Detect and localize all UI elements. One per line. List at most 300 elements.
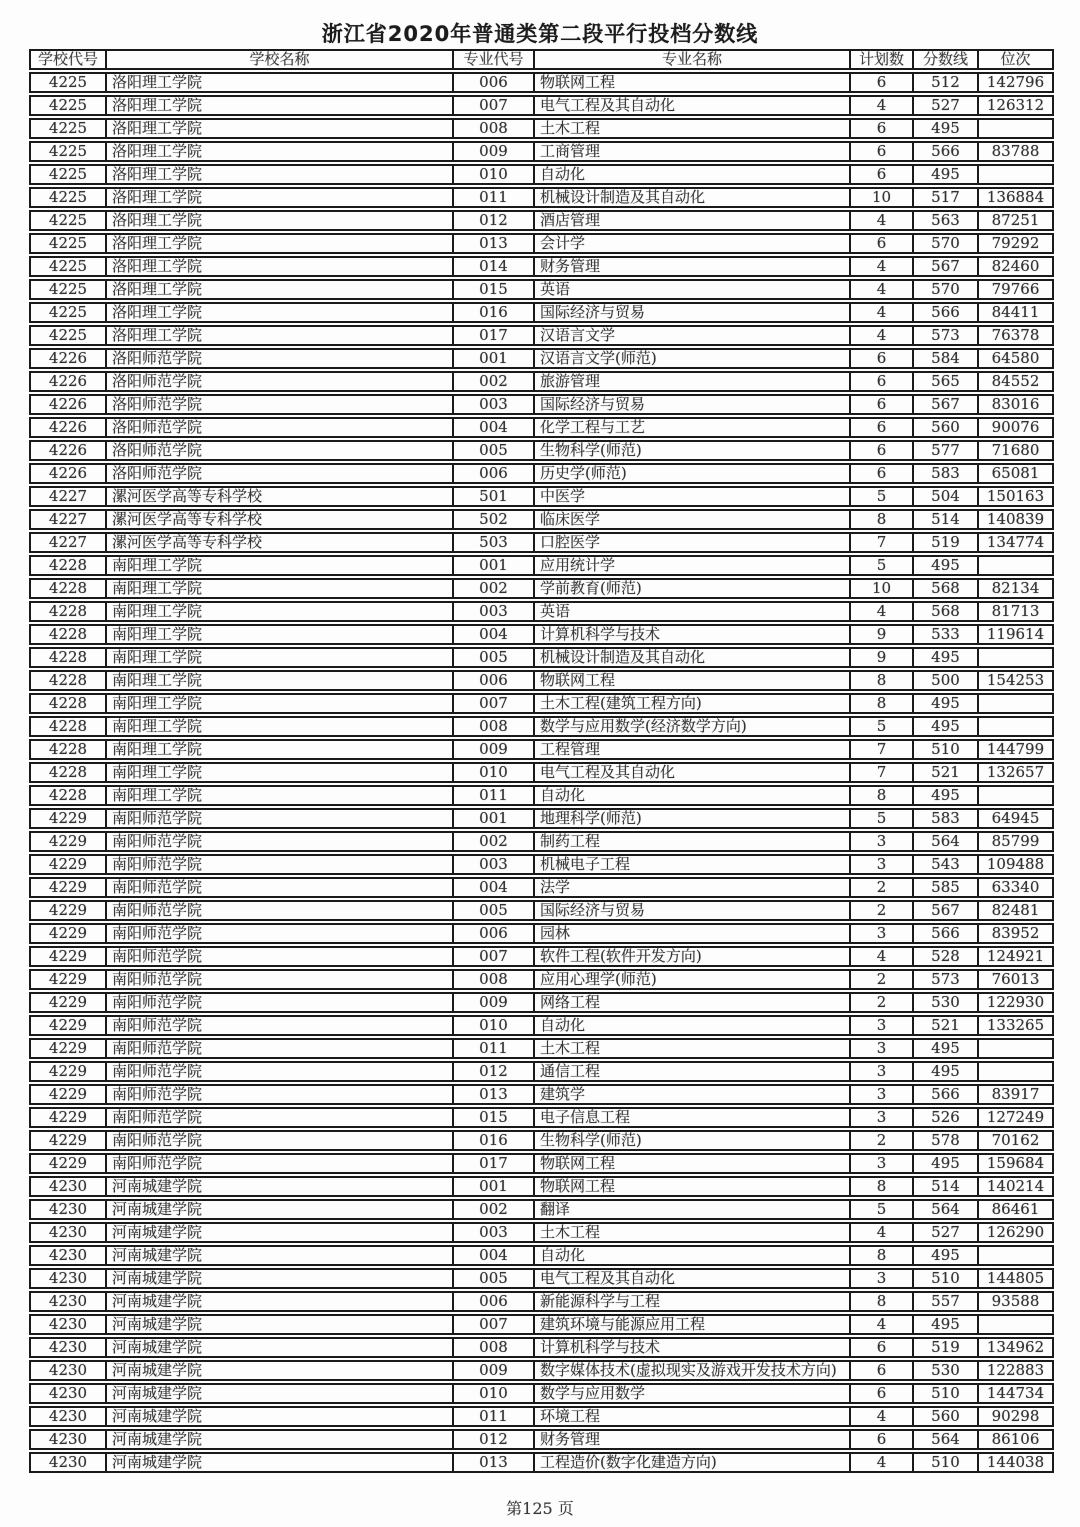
major-code-cell: 012: [454, 1429, 535, 1450]
major-code-cell: 007: [454, 95, 535, 116]
school-name-cell: 洛阳理工学院: [107, 72, 454, 93]
column-header-major-name: 专业名称: [535, 49, 851, 70]
major-name-cell: 生物科学(师范): [535, 1130, 851, 1151]
major-name-cell: 物联网工程: [535, 72, 851, 93]
rank-cell: 86106: [979, 1429, 1054, 1450]
major-code-cell: 009: [454, 1360, 535, 1381]
score-line-cell: 530: [914, 1360, 979, 1381]
school-name-cell: 南阳师范学院: [107, 946, 454, 967]
score-line-cell: 512: [914, 72, 979, 93]
plan-count-cell: 4: [851, 256, 914, 277]
major-name-cell: 自动化: [535, 164, 851, 185]
major-code-cell: 015: [454, 279, 535, 300]
school-name-cell: 南阳理工学院: [107, 762, 454, 783]
school-code-cell: 4228: [29, 578, 107, 599]
major-code-cell: 001: [454, 348, 535, 369]
major-code-cell: 002: [454, 1199, 535, 1220]
score-line-cell: 564: [914, 831, 979, 852]
major-code-cell: 008: [454, 716, 535, 737]
major-name-cell: 计算机科学与技术: [535, 624, 851, 645]
major-code-cell: 006: [454, 1291, 535, 1312]
school-name-cell: 漯河医学高等专科学校: [107, 509, 454, 530]
school-code-cell: 4229: [29, 946, 107, 967]
school-code-cell: 4225: [29, 279, 107, 300]
major-name-cell: 数学与应用数学(经济数学方向): [535, 716, 851, 737]
table-row: [29, 95, 1054, 116]
table-row: [29, 1199, 1054, 1220]
major-code-cell: 008: [454, 1337, 535, 1358]
school-code-cell: 4229: [29, 1130, 107, 1151]
plan-count-cell: 8: [851, 693, 914, 714]
rank-cell: 82481: [979, 900, 1054, 921]
school-code-cell: 4227: [29, 532, 107, 553]
major-code-cell: 016: [454, 1130, 535, 1151]
plan-count-cell: 4: [851, 279, 914, 300]
rank-cell: 87251: [979, 210, 1054, 231]
rank-cell: [979, 647, 1054, 668]
plan-count-cell: 6: [851, 463, 914, 484]
plan-count-cell: 6: [851, 72, 914, 93]
table-row: [29, 647, 1054, 668]
plan-count-cell: 8: [851, 1291, 914, 1312]
school-name-cell: 洛阳理工学院: [107, 141, 454, 162]
score-line-cell: 514: [914, 509, 979, 530]
table-row: [29, 739, 1054, 760]
school-code-cell: 4225: [29, 141, 107, 162]
table-body: [29, 72, 1054, 1473]
major-name-cell: 工商管理: [535, 141, 851, 162]
score-line-cell: 583: [914, 463, 979, 484]
score-line-cell: 566: [914, 1084, 979, 1105]
school-name-cell: 南阳理工学院: [107, 624, 454, 645]
score-line-cell: 560: [914, 417, 979, 438]
column-header-score-line: 分数线: [914, 49, 979, 70]
major-code-cell: 012: [454, 1061, 535, 1082]
plan-count-cell: 10: [851, 578, 914, 599]
table-row: [29, 1406, 1054, 1427]
table-row: [29, 923, 1054, 944]
table-row: [29, 187, 1054, 208]
table-row: [29, 785, 1054, 806]
major-name-cell: 通信工程: [535, 1061, 851, 1082]
major-name-cell: 电气工程及其自动化: [535, 762, 851, 783]
school-name-cell: 洛阳师范学院: [107, 417, 454, 438]
major-code-cell: 002: [454, 371, 535, 392]
rank-cell: [979, 164, 1054, 185]
major-name-cell: 英语: [535, 601, 851, 622]
school-code-cell: 4225: [29, 210, 107, 231]
table-header: [29, 49, 1054, 70]
major-name-cell: 土木工程: [535, 118, 851, 139]
school-code-cell: 4226: [29, 394, 107, 415]
major-code-cell: 503: [454, 532, 535, 553]
score-line-cell: 510: [914, 739, 979, 760]
table-row: [29, 417, 1054, 438]
school-name-cell: 洛阳理工学院: [107, 187, 454, 208]
school-name-cell: 南阳师范学院: [107, 1038, 454, 1059]
major-name-cell: 物联网工程: [535, 670, 851, 691]
score-line-cell: 570: [914, 233, 979, 254]
major-code-cell: 005: [454, 440, 535, 461]
major-name-cell: 物联网工程: [535, 1153, 851, 1174]
plan-count-cell: 6: [851, 417, 914, 438]
major-code-cell: 008: [454, 118, 535, 139]
major-name-cell: 电气工程及其自动化: [535, 95, 851, 116]
plan-count-cell: 2: [851, 1130, 914, 1151]
score-line-cell: 519: [914, 532, 979, 553]
school-code-cell: 4229: [29, 854, 107, 875]
score-line-cell: 526: [914, 1107, 979, 1128]
school-name-cell: 洛阳理工学院: [107, 164, 454, 185]
school-code-cell: 4226: [29, 440, 107, 461]
school-name-cell: 南阳师范学院: [107, 831, 454, 852]
score-line-cell: 566: [914, 923, 979, 944]
school-name-cell: 南阳理工学院: [107, 670, 454, 691]
plan-count-cell: 7: [851, 762, 914, 783]
school-name-cell: 洛阳理工学院: [107, 233, 454, 254]
table-row: [29, 831, 1054, 852]
plan-count-cell: 2: [851, 877, 914, 898]
major-code-cell: 013: [454, 1452, 535, 1473]
school-name-cell: 河南城建学院: [107, 1176, 454, 1197]
table-row: [29, 624, 1054, 645]
major-code-cell: 010: [454, 164, 535, 185]
plan-count-cell: 6: [851, 118, 914, 139]
school-name-cell: 南阳师范学院: [107, 900, 454, 921]
table-row: [29, 394, 1054, 415]
plan-count-cell: 6: [851, 141, 914, 162]
table-row: [29, 463, 1054, 484]
major-name-cell: 电子信息工程: [535, 1107, 851, 1128]
plan-count-cell: 6: [851, 1429, 914, 1450]
score-line-cell: 517: [914, 187, 979, 208]
rank-cell: 83952: [979, 923, 1054, 944]
plan-count-cell: 8: [851, 1176, 914, 1197]
major-name-cell: 历史学(师范): [535, 463, 851, 484]
score-line-cell: 495: [914, 118, 979, 139]
school-name-cell: 南阳理工学院: [107, 716, 454, 737]
school-code-cell: 4229: [29, 969, 107, 990]
major-name-cell: 化学工程与工艺: [535, 417, 851, 438]
score-line-cell: 504: [914, 486, 979, 507]
rank-cell: [979, 1061, 1054, 1082]
major-name-cell: 财务管理: [535, 1429, 851, 1450]
school-name-cell: 南阳师范学院: [107, 1061, 454, 1082]
school-code-cell: 4225: [29, 187, 107, 208]
school-code-cell: 4228: [29, 647, 107, 668]
plan-count-cell: 6: [851, 371, 914, 392]
plan-count-cell: 4: [851, 1452, 914, 1473]
score-line-cell: 527: [914, 95, 979, 116]
major-name-cell: 翻译: [535, 1199, 851, 1220]
table-row: [29, 440, 1054, 461]
rank-cell: [979, 716, 1054, 737]
column-header-rank: 位次: [979, 49, 1054, 70]
table-row: [29, 1429, 1054, 1450]
school-name-cell: 南阳师范学院: [107, 854, 454, 875]
page-title: 浙江省2020年普通类第二段平行投档分数线: [321, 22, 759, 46]
score-line-cell: 527: [914, 1222, 979, 1243]
rank-cell: 84411: [979, 302, 1054, 323]
rank-cell: 159684: [979, 1153, 1054, 1174]
plan-count-cell: 3: [851, 923, 914, 944]
school-code-cell: 4230: [29, 1337, 107, 1358]
rank-cell: 83917: [979, 1084, 1054, 1105]
school-name-cell: 南阳师范学院: [107, 1130, 454, 1151]
rank-cell: 144038: [979, 1452, 1054, 1473]
major-code-cell: 007: [454, 693, 535, 714]
school-name-cell: 漯河医学高等专科学校: [107, 532, 454, 553]
major-name-cell: 数学与应用数学: [535, 1383, 851, 1404]
rank-cell: 65081: [979, 463, 1054, 484]
school-name-cell: 南阳理工学院: [107, 555, 454, 576]
major-name-cell: 会计学: [535, 233, 851, 254]
school-code-cell: 4230: [29, 1245, 107, 1266]
school-name-cell: 南阳师范学院: [107, 992, 454, 1013]
school-name-cell: 南阳理工学院: [107, 693, 454, 714]
plan-count-cell: 5: [851, 808, 914, 829]
major-code-cell: 007: [454, 1314, 535, 1335]
plan-count-cell: 3: [851, 1015, 914, 1036]
score-line-cell: 543: [914, 854, 979, 875]
table-row: [29, 1383, 1054, 1404]
major-code-cell: 017: [454, 1153, 535, 1174]
rank-cell: 142796: [979, 72, 1054, 93]
major-code-cell: 011: [454, 1406, 535, 1427]
major-name-cell: 自动化: [535, 1015, 851, 1036]
score-line-cell: 567: [914, 900, 979, 921]
major-code-cell: 004: [454, 417, 535, 438]
school-code-cell: 4228: [29, 601, 107, 622]
school-name-cell: 河南城建学院: [107, 1314, 454, 1335]
school-name-cell: 南阳理工学院: [107, 578, 454, 599]
table-row: [29, 601, 1054, 622]
major-name-cell: 环境工程: [535, 1406, 851, 1427]
table-row: [29, 532, 1054, 553]
rank-cell: 79766: [979, 279, 1054, 300]
plan-count-cell: 5: [851, 1199, 914, 1220]
major-name-cell: 法学: [535, 877, 851, 898]
school-code-cell: 4225: [29, 233, 107, 254]
major-code-cell: 011: [454, 187, 535, 208]
major-code-cell: 002: [454, 578, 535, 599]
plan-count-cell: 3: [851, 1107, 914, 1128]
major-code-cell: 502: [454, 509, 535, 530]
rank-cell: [979, 555, 1054, 576]
school-name-cell: 河南城建学院: [107, 1337, 454, 1358]
major-code-cell: 006: [454, 923, 535, 944]
rank-cell: 126312: [979, 95, 1054, 116]
school-name-cell: 洛阳师范学院: [107, 348, 454, 369]
score-line-cell: 521: [914, 762, 979, 783]
rank-cell: 144734: [979, 1383, 1054, 1404]
score-line-cell: 500: [914, 670, 979, 691]
plan-count-cell: 6: [851, 164, 914, 185]
table-row: [29, 1291, 1054, 1312]
score-line-cell: 495: [914, 1061, 979, 1082]
table-row: [29, 164, 1054, 185]
school-code-cell: 4229: [29, 1038, 107, 1059]
score-line-cell: 563: [914, 210, 979, 231]
table-row: [29, 1222, 1054, 1243]
plan-count-cell: 6: [851, 348, 914, 369]
school-name-cell: 南阳师范学院: [107, 1015, 454, 1036]
table-row: [29, 1038, 1054, 1059]
column-header-school-name: 学校名称: [107, 49, 454, 70]
school-code-cell: 4229: [29, 1084, 107, 1105]
score-line-cell: 495: [914, 716, 979, 737]
major-code-cell: 013: [454, 233, 535, 254]
major-code-cell: 001: [454, 808, 535, 829]
plan-count-cell: 4: [851, 302, 914, 323]
table-row: [29, 509, 1054, 530]
rank-cell: 134962: [979, 1337, 1054, 1358]
school-name-cell: 洛阳理工学院: [107, 118, 454, 139]
rank-cell: 84552: [979, 371, 1054, 392]
rank-cell: 90298: [979, 1406, 1054, 1427]
table-row: [29, 1245, 1054, 1266]
table-row: [29, 992, 1054, 1013]
major-name-cell: 工程管理: [535, 739, 851, 760]
school-code-cell: 4230: [29, 1176, 107, 1197]
table-row: [29, 716, 1054, 737]
rank-cell: 85799: [979, 831, 1054, 852]
plan-count-cell: 3: [851, 1153, 914, 1174]
school-code-cell: 4230: [29, 1452, 107, 1473]
school-name-cell: 河南城建学院: [107, 1383, 454, 1404]
school-name-cell: 河南城建学院: [107, 1291, 454, 1312]
score-line-cell: 568: [914, 578, 979, 599]
table-row: [29, 1314, 1054, 1335]
rank-cell: 63340: [979, 877, 1054, 898]
rank-cell: 76378: [979, 325, 1054, 346]
school-name-cell: 南阳理工学院: [107, 739, 454, 760]
plan-count-cell: 4: [851, 1406, 914, 1427]
school-code-cell: 4227: [29, 486, 107, 507]
school-code-cell: 4229: [29, 1107, 107, 1128]
school-name-cell: 洛阳师范学院: [107, 463, 454, 484]
rank-cell: 134774: [979, 532, 1054, 553]
major-code-cell: 004: [454, 877, 535, 898]
score-line-cell: 510: [914, 1268, 979, 1289]
rank-cell: 126290: [979, 1222, 1054, 1243]
school-code-cell: 4225: [29, 302, 107, 323]
plan-count-cell: 7: [851, 739, 914, 760]
table-row: [29, 969, 1054, 990]
table-row: [29, 670, 1054, 691]
rank-cell: 76013: [979, 969, 1054, 990]
score-line-cell: 495: [914, 1038, 979, 1059]
school-name-cell: 河南城建学院: [107, 1452, 454, 1473]
major-name-cell: 制药工程: [535, 831, 851, 852]
rank-cell: 136884: [979, 187, 1054, 208]
rank-cell: 83016: [979, 394, 1054, 415]
school-code-cell: 4229: [29, 900, 107, 921]
table-row: [29, 555, 1054, 576]
rank-cell: 64580: [979, 348, 1054, 369]
major-name-cell: 机械设计制造及其自动化: [535, 187, 851, 208]
table-row: [29, 72, 1054, 93]
major-code-cell: 014: [454, 256, 535, 277]
plan-count-cell: 6: [851, 1383, 914, 1404]
major-code-cell: 011: [454, 785, 535, 806]
rank-cell: 127249: [979, 1107, 1054, 1128]
major-name-cell: 建筑学: [535, 1084, 851, 1105]
major-name-cell: 口腔医学: [535, 532, 851, 553]
school-name-cell: 河南城建学院: [107, 1429, 454, 1450]
major-code-cell: 006: [454, 72, 535, 93]
rank-cell: [979, 785, 1054, 806]
major-name-cell: 旅游管理: [535, 371, 851, 392]
school-name-cell: 南阳师范学院: [107, 1084, 454, 1105]
rank-cell: [979, 693, 1054, 714]
major-code-cell: 008: [454, 969, 535, 990]
major-name-cell: 软件工程(软件开发方向): [535, 946, 851, 967]
plan-count-cell: 8: [851, 1245, 914, 1266]
school-name-cell: 河南城建学院: [107, 1268, 454, 1289]
school-name-cell: 洛阳理工学院: [107, 325, 454, 346]
score-line-cell: 585: [914, 877, 979, 898]
major-name-cell: 土木工程: [535, 1222, 851, 1243]
score-line-cell: 577: [914, 440, 979, 461]
major-name-cell: 工程造价(数字化建造方向): [535, 1452, 851, 1473]
school-code-cell: 4228: [29, 785, 107, 806]
table-row: [29, 1084, 1054, 1105]
score-line-cell: 578: [914, 1130, 979, 1151]
major-code-cell: 015: [454, 1107, 535, 1128]
table-row: [29, 233, 1054, 254]
plan-count-cell: 2: [851, 900, 914, 921]
school-code-cell: 4229: [29, 808, 107, 829]
plan-count-cell: 4: [851, 325, 914, 346]
school-code-cell: 4228: [29, 693, 107, 714]
table-row: [29, 946, 1054, 967]
school-name-cell: 洛阳师范学院: [107, 394, 454, 415]
rank-cell: 79292: [979, 233, 1054, 254]
major-name-cell: 财务管理: [535, 256, 851, 277]
rank-cell: 93588: [979, 1291, 1054, 1312]
school-code-cell: 4225: [29, 164, 107, 185]
score-line-cell: 495: [914, 1153, 979, 1174]
rank-cell: 140214: [979, 1176, 1054, 1197]
major-code-cell: 010: [454, 1015, 535, 1036]
major-name-cell: 建筑环境与能源应用工程: [535, 1314, 851, 1335]
rank-cell: 64945: [979, 808, 1054, 829]
table-row: [29, 1153, 1054, 1174]
table-row: [29, 1015, 1054, 1036]
score-line-cell: 521: [914, 1015, 979, 1036]
school-name-cell: 洛阳理工学院: [107, 302, 454, 323]
major-name-cell: 应用统计学: [535, 555, 851, 576]
score-line-cell: 568: [914, 601, 979, 622]
school-name-cell: 南阳师范学院: [107, 877, 454, 898]
school-code-cell: 4228: [29, 624, 107, 645]
score-line-cell: 584: [914, 348, 979, 369]
school-code-cell: 4229: [29, 923, 107, 944]
major-code-cell: 005: [454, 900, 535, 921]
school-code-cell: 4230: [29, 1268, 107, 1289]
school-code-cell: 4230: [29, 1291, 107, 1312]
school-name-cell: 河南城建学院: [107, 1406, 454, 1427]
major-name-cell: 英语: [535, 279, 851, 300]
major-code-cell: 016: [454, 302, 535, 323]
score-line-cell: 514: [914, 1176, 979, 1197]
school-code-cell: 4228: [29, 739, 107, 760]
major-code-cell: 007: [454, 946, 535, 967]
school-name-cell: 河南城建学院: [107, 1222, 454, 1243]
plan-count-cell: 9: [851, 647, 914, 668]
table-row: [29, 371, 1054, 392]
